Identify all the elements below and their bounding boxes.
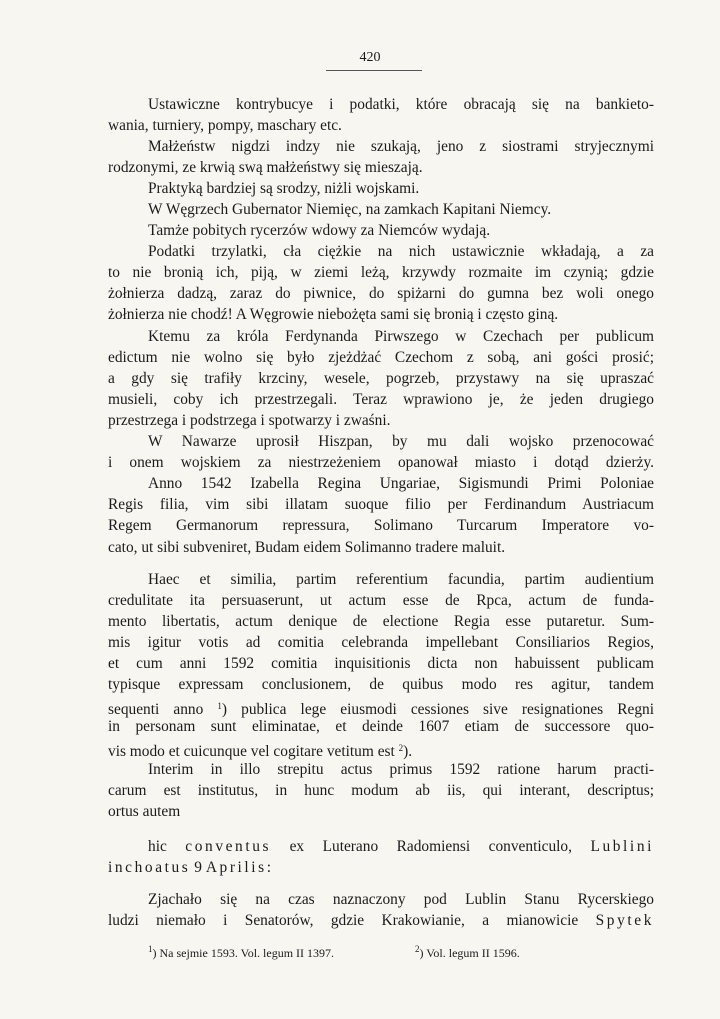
text-line: Ktemu za króla Ferdynanda Pirwszego w Czechach per publicum bbox=[148, 328, 654, 345]
text-line-with-footnote: sequenti anno $^1$) publica lege eiusmodi cessiones sive resignationes Regni bbox=[108, 701, 654, 718]
text-line: Haec et similia, partim referentium facundia, partim audientium bbox=[148, 571, 654, 588]
text-line: cato, ut sibi subveniret, Budam eidem Solimanno tradere maluit. bbox=[108, 539, 506, 556]
text-line: a gdy się trafiły krzciny, wesele, pogrzeb, przystawy na się upraszać bbox=[108, 370, 654, 387]
text-line: żołnierza dadzą, zaraz do piwnice, do spiżarni do gumna bez woli onego bbox=[108, 285, 654, 302]
text-line: Regem Germanorum repressura, Solimano Turcarum Imperatore vo- bbox=[108, 517, 654, 534]
text-line: musieli, coby ich przestrzegali. Teraz wprawiono je, że jeden drugiego bbox=[108, 391, 654, 408]
text-line: Ustawiczne kontrybucye i podatki, które obracają się na bankieto- bbox=[148, 96, 654, 113]
text-line: Praktyką bardziej są srodzy, niżli wojskami. bbox=[148, 180, 420, 197]
footnote-mark: 1 bbox=[217, 701, 222, 711]
page-number-rule bbox=[326, 70, 422, 71]
footnote-1: $^1$) Na sejmie 1593. Vol. legum II 1397. bbox=[148, 944, 335, 960]
spaced-heading-line: hic conventus ex Luterano Radomiensi conventiculo, Lublini bbox=[148, 838, 654, 855]
text-line: rodzonymi, ze krwią swą małżeństwy się mieszają. bbox=[108, 159, 423, 176]
text-line-with-footnote: vis modo et cuicunque vel cogitare vetitum est $^2$). bbox=[108, 743, 413, 760]
text-line: carum est institutus, in hunc modum ab iis, qui interant, descriptus; bbox=[108, 782, 654, 799]
text-line: Podatki trzylatki, cła ciężkie na nich ustawicznie wkładają, a za bbox=[148, 243, 654, 260]
text-line: et cum anni 1592 comitia inquisitionis dicta non habuissent publicam bbox=[108, 655, 654, 672]
text-line: Anno 1542 Izabella Regina Ungariae, Sigismundi Primi Poloniae bbox=[148, 475, 654, 492]
text-line: typisque expressam conclusionem, de quibus modo res agitur, tandem bbox=[108, 676, 654, 693]
text-line: ludzi niemało i Senatorów, gdzie Krakowianie, a mianowicie Spytek bbox=[108, 912, 654, 929]
text-line: W Węgrzech Gubernator Niemięc, na zamkach Kapitani Niemcy. bbox=[148, 201, 552, 218]
text-line: to nie bronią ich, piją, w ziemi leżą, krzywdy rozmaite im czynią; gdzie bbox=[108, 264, 654, 281]
text-line: in personam sunt eliminatae, et deinde 1607 etiam de successore quo- bbox=[108, 718, 654, 735]
text-line: żołnierza nie chodź! A Węgrowie niebożęta sami się bronią i często giną. bbox=[108, 306, 559, 323]
text-line: credulitate ita persuaserunt, ut actum esse de Rpca, actum de funda- bbox=[108, 592, 654, 609]
footnote-mark: 2 bbox=[398, 743, 404, 753]
text-line: Tamże pobitych rycerzów wdowy za Niemców wydają. bbox=[148, 222, 491, 239]
text-line: Zjachało się na czas naznaczony pod Lublin Stanu Rycerskiego bbox=[148, 891, 654, 908]
text-line: Regis filia, vim sibi illatam suoque filio per Ferdinandum Austriacum bbox=[108, 496, 654, 513]
text-line: i onem wojskiem za niestrzeżeniem opanował miasto i dotąd dzierży. bbox=[108, 454, 654, 471]
text-line: edictum nie wolno się było zjeżdżać Czechom z sobą, ani gości prosić; bbox=[108, 349, 654, 366]
text-line: mento libertatis, actum denique de electione Regia esse putaretur. Sum- bbox=[108, 613, 654, 630]
page-number: 420 bbox=[359, 50, 381, 65]
spaced-heading-line: inchoatus 9 Aprilis: bbox=[108, 859, 274, 876]
text-line: przestrzega i podstrzega i spotwarzy i zwaśni. bbox=[108, 412, 391, 429]
text-line: Małżeństw nigdzi indzy nie szukają, jeno z siostrami stryjecznymi bbox=[148, 138, 654, 155]
text-line: Interim in illo strepitu actus primus 1592 ratione harum practi- bbox=[148, 761, 654, 778]
text-line: W Nawarze uprosił Hiszpan, by mu dali wojsko przenocować bbox=[148, 433, 654, 450]
footnote-2: $^2$) Vol. legum II 1596. bbox=[415, 944, 520, 960]
text-line: mis igitur votis ad comitia celebranda impellebant Consiliarios Regios, bbox=[108, 634, 654, 651]
text-line: ortus autem bbox=[108, 803, 181, 820]
text-line: wania, turniery, pompy, maschary etc. bbox=[108, 117, 342, 134]
